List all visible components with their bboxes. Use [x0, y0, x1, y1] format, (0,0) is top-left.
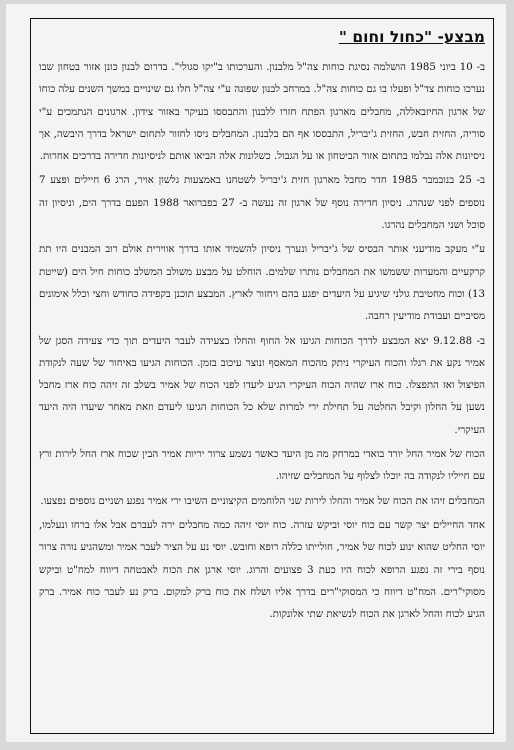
document-frame	[30, 18, 494, 734]
paragraph-casualties: המחבלים זיהו את הכוח של אמיר והחלו לירות שני הלוחמים הקיצוניים השיבו ירי אמיר נפגע ושניים נוספים נפצעו.	[40, 495, 485, 507]
paragraph-operation-start: ב- 9.12.88 יצא המבצע לדרך הכוחות הגיעו אל החוף והחלו בצעידה לעבר היעדים תוך כדי צעידה הסגן של אמיר נקע את רגלו והכוח העיקרי ניתק מהכוח המאסף ונוצר עיכוב בזמן. הכוחות הגיעו באיחור של שעה לנקודת הפיצול ואז התפצלו. כוח ארז שהיה הכוח העיקרי הגיע ליעדו לפני הכוח של אמיר בשלב זה זיהה כוח ארז מחבל נשען על החלון וקיבל החלטה על תחילת ירי למרות שלא כל הכוחות הגיעו ליעדם וזאת מאחר שיעדו היה היעד העיקרי.	[39, 335, 485, 436]
paragraph-amir-force: הכוח של אמיר החל יורד בואדי במרחק מה מן היעד כאשר נשמע צרור יריות אמיר הבין שכוח ארז החל לירות ורץ עם חייליו לנקודה בה יוכלו לצלוף על המחבלים שזיהו.	[39, 449, 485, 483]
paragraph-operation-plan: ע"י מעקב מודיעני אותר הבסיס של ג'יבריל ונערך ניסיון להשמיד אותו בדרך אווירית אולם רוב המבנים היו תת קרקעיים והמערות ששמשו את המחבלים נותרו שלמים. הוחלט על מבצע משולב המשלב כוחות חיל הים (שייטת 13) וכוח מחטיבת גולני שיגיע על היעדים יפגע בהם ויחזור לארץ. המבצע תוכנן בקפידה כחודש וחצי וכלל אימונים מסיביים ועבודת מודיעין רחבה.	[39, 244, 485, 323]
document-title: מבצע- "כחול וחום "	[338, 28, 485, 46]
paragraph-infiltrations: ב- 25 בנובמבר 1985 חדר מחבל מארגון חזית ג'יבריל לשטחנו באמצעות גלשון אויר, הרג 6 חיילים ופצע 7 נוספים לפני שנהרג. ניסיון חדירה נוסף של ארגון זה נעשה ב- 27 בפברואר 1988 הפעם בדרך הים, וניסיון זה סוכל ושני המחבלים נהרגו.	[39, 175, 485, 232]
document-body	[39, 57, 485, 626]
document-sheet	[6, 4, 506, 742]
paragraph-yossi-force: אחד החיילים יצר קשר עם כוח יוסי וביקש עזרה. כוח יוסי זיהה כמה מחבלים ירה לעברם אבל אלו ברחו ונעלמו, יוסי החליט שהוא ינוע לכוח של אמיר, חולייתו כללה רופא וחובש. יוסי נע על הציר לעבר אמיר ומשהגיע נורה צרור נוסף בירי זה נפגע הרופא לכוח היו כעת 3 פצועים והרוג. יוסי ארגן את הכוח לאבטחה דיווח למח"ט וביקש מסוקי"רים. המח"ט דיווח כי המסוקי"רים בדרך אליו ושלח את כוח ברק למקום. ברק נע לעבר כוח אמיר. ברק הגיע לכוח והחל לארגן את הכוח לנשיאת שתי אלונקות.	[39, 519, 485, 621]
paragraph-withdrawal: ב- 10 ביוני 1985 הושלמה נסיגת כוחות צה"ל מלבנון. והערכותו ב"יקו סגולי". בדרום לבנון כונן אזור בטחון שבו נערכו כוחות צד"ל ופעלו בו גם כוחות צה"ל. במרחב לבנון שפונה ע"י צה"ל חלו גם שינויים במשך השנים עלה כוחו של ארגון החיזבאללה, מחבלים מארגון הפתח חזרו ללבנון והתבססו בעיקר באזור צידון. ארגונים הנתמכים ע"י סוריה, החזית חבש, החזית ג'יבריל, התבססו אף הם בלבנון. המחבלים ניסו לחזור לתחום ישראל בדרך היבשה, אך ניסיונות אלה נבלמו בתחום אזור הביטחון או על הגבול. כשלונות אלה הביאו אותם לניסיונות חדירה בדרכים אחרות.	[39, 62, 486, 163]
